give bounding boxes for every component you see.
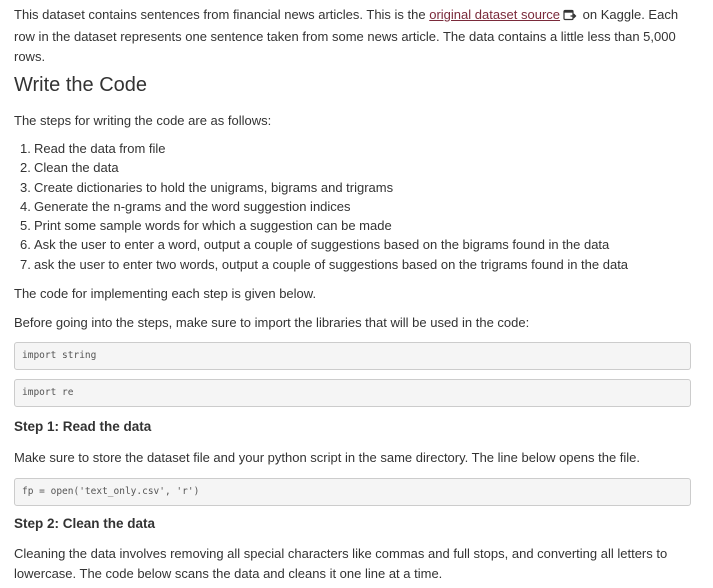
- write-the-code-heading: Write the Code: [14, 74, 148, 96]
- steps-intro-text: The steps for writing the code are as follows:: [14, 113, 272, 128]
- step-number: 1.: [20, 141, 31, 156]
- list-item: [20, 139, 628, 158]
- intro-text-before: This dataset contains sentences from financial news articles. This is the: [14, 7, 430, 22]
- step2-heading: Step 2: Clean the data: [14, 516, 156, 531]
- step-text: Print some sample words for which a suggestion can be made: [34, 218, 392, 234]
- intro-paragraph: [14, 5, 684, 67]
- step-text: Read the data from file: [34, 141, 166, 156]
- step-number: 4.: [20, 198, 31, 214]
- list-item: [20, 235, 628, 254]
- step1-text: Make sure to store the dataset file and your python script in the same directory. The line below opens the file.: [14, 450, 641, 465]
- intro-text-after: on Kaggle. Each row in the dataset represents one sentence taken from some news article. The data contains a little less than 5,000 rows.: [14, 7, 679, 64]
- list-item: [20, 216, 628, 235]
- list-item: [20, 158, 628, 177]
- step-text: Generate the n-grams and the word suggestion indices: [34, 198, 351, 214]
- step-text: Ask the user to enter a word, output a couple of suggestions based on the bigrams found in the data: [34, 237, 610, 253]
- steps-list: [14, 139, 628, 274]
- code-block-open-file[interactable]: fp = open('text_only.csv', 'r'): [14, 478, 691, 506]
- step-text: Clean the data: [34, 160, 119, 176]
- step-number: 6.: [20, 237, 31, 253]
- step-text: ask the user to enter two words, output a couple of suggestions based on the trigrams found in the data: [34, 256, 629, 272]
- step2-text: Cleaning the data involves removing all special characters like commas and full stops, and converting all letters to lowercase. The code below scans the data and cleans it one line at a time.: [14, 546, 668, 581]
- step1-heading: Step 1: Read the data: [14, 419, 152, 434]
- code-block-import-re[interactable]: import re: [14, 379, 691, 407]
- list-item: [20, 197, 628, 216]
- code-intro-text: The code for implementing each step is given below.: [14, 286, 317, 301]
- step-number: 7.: [20, 256, 31, 272]
- step-number: 2.: [20, 160, 31, 176]
- list-item: [20, 178, 628, 197]
- step-number: 3.: [20, 179, 31, 195]
- list-item: [20, 255, 629, 274]
- dataset-source-link[interactable]: original dataset source: [429, 7, 561, 22]
- step-text: Create dictionaries to hold the unigrams, bigrams and trigrams: [34, 179, 394, 195]
- code-block-import-string[interactable]: import string: [14, 342, 691, 370]
- before-steps-text: Before going into the steps, make sure to import the libraries that will be used in the code:: [14, 315, 530, 330]
- step-number: 5.: [20, 218, 31, 234]
- external-link-icon[interactable]: [563, 7, 577, 27]
